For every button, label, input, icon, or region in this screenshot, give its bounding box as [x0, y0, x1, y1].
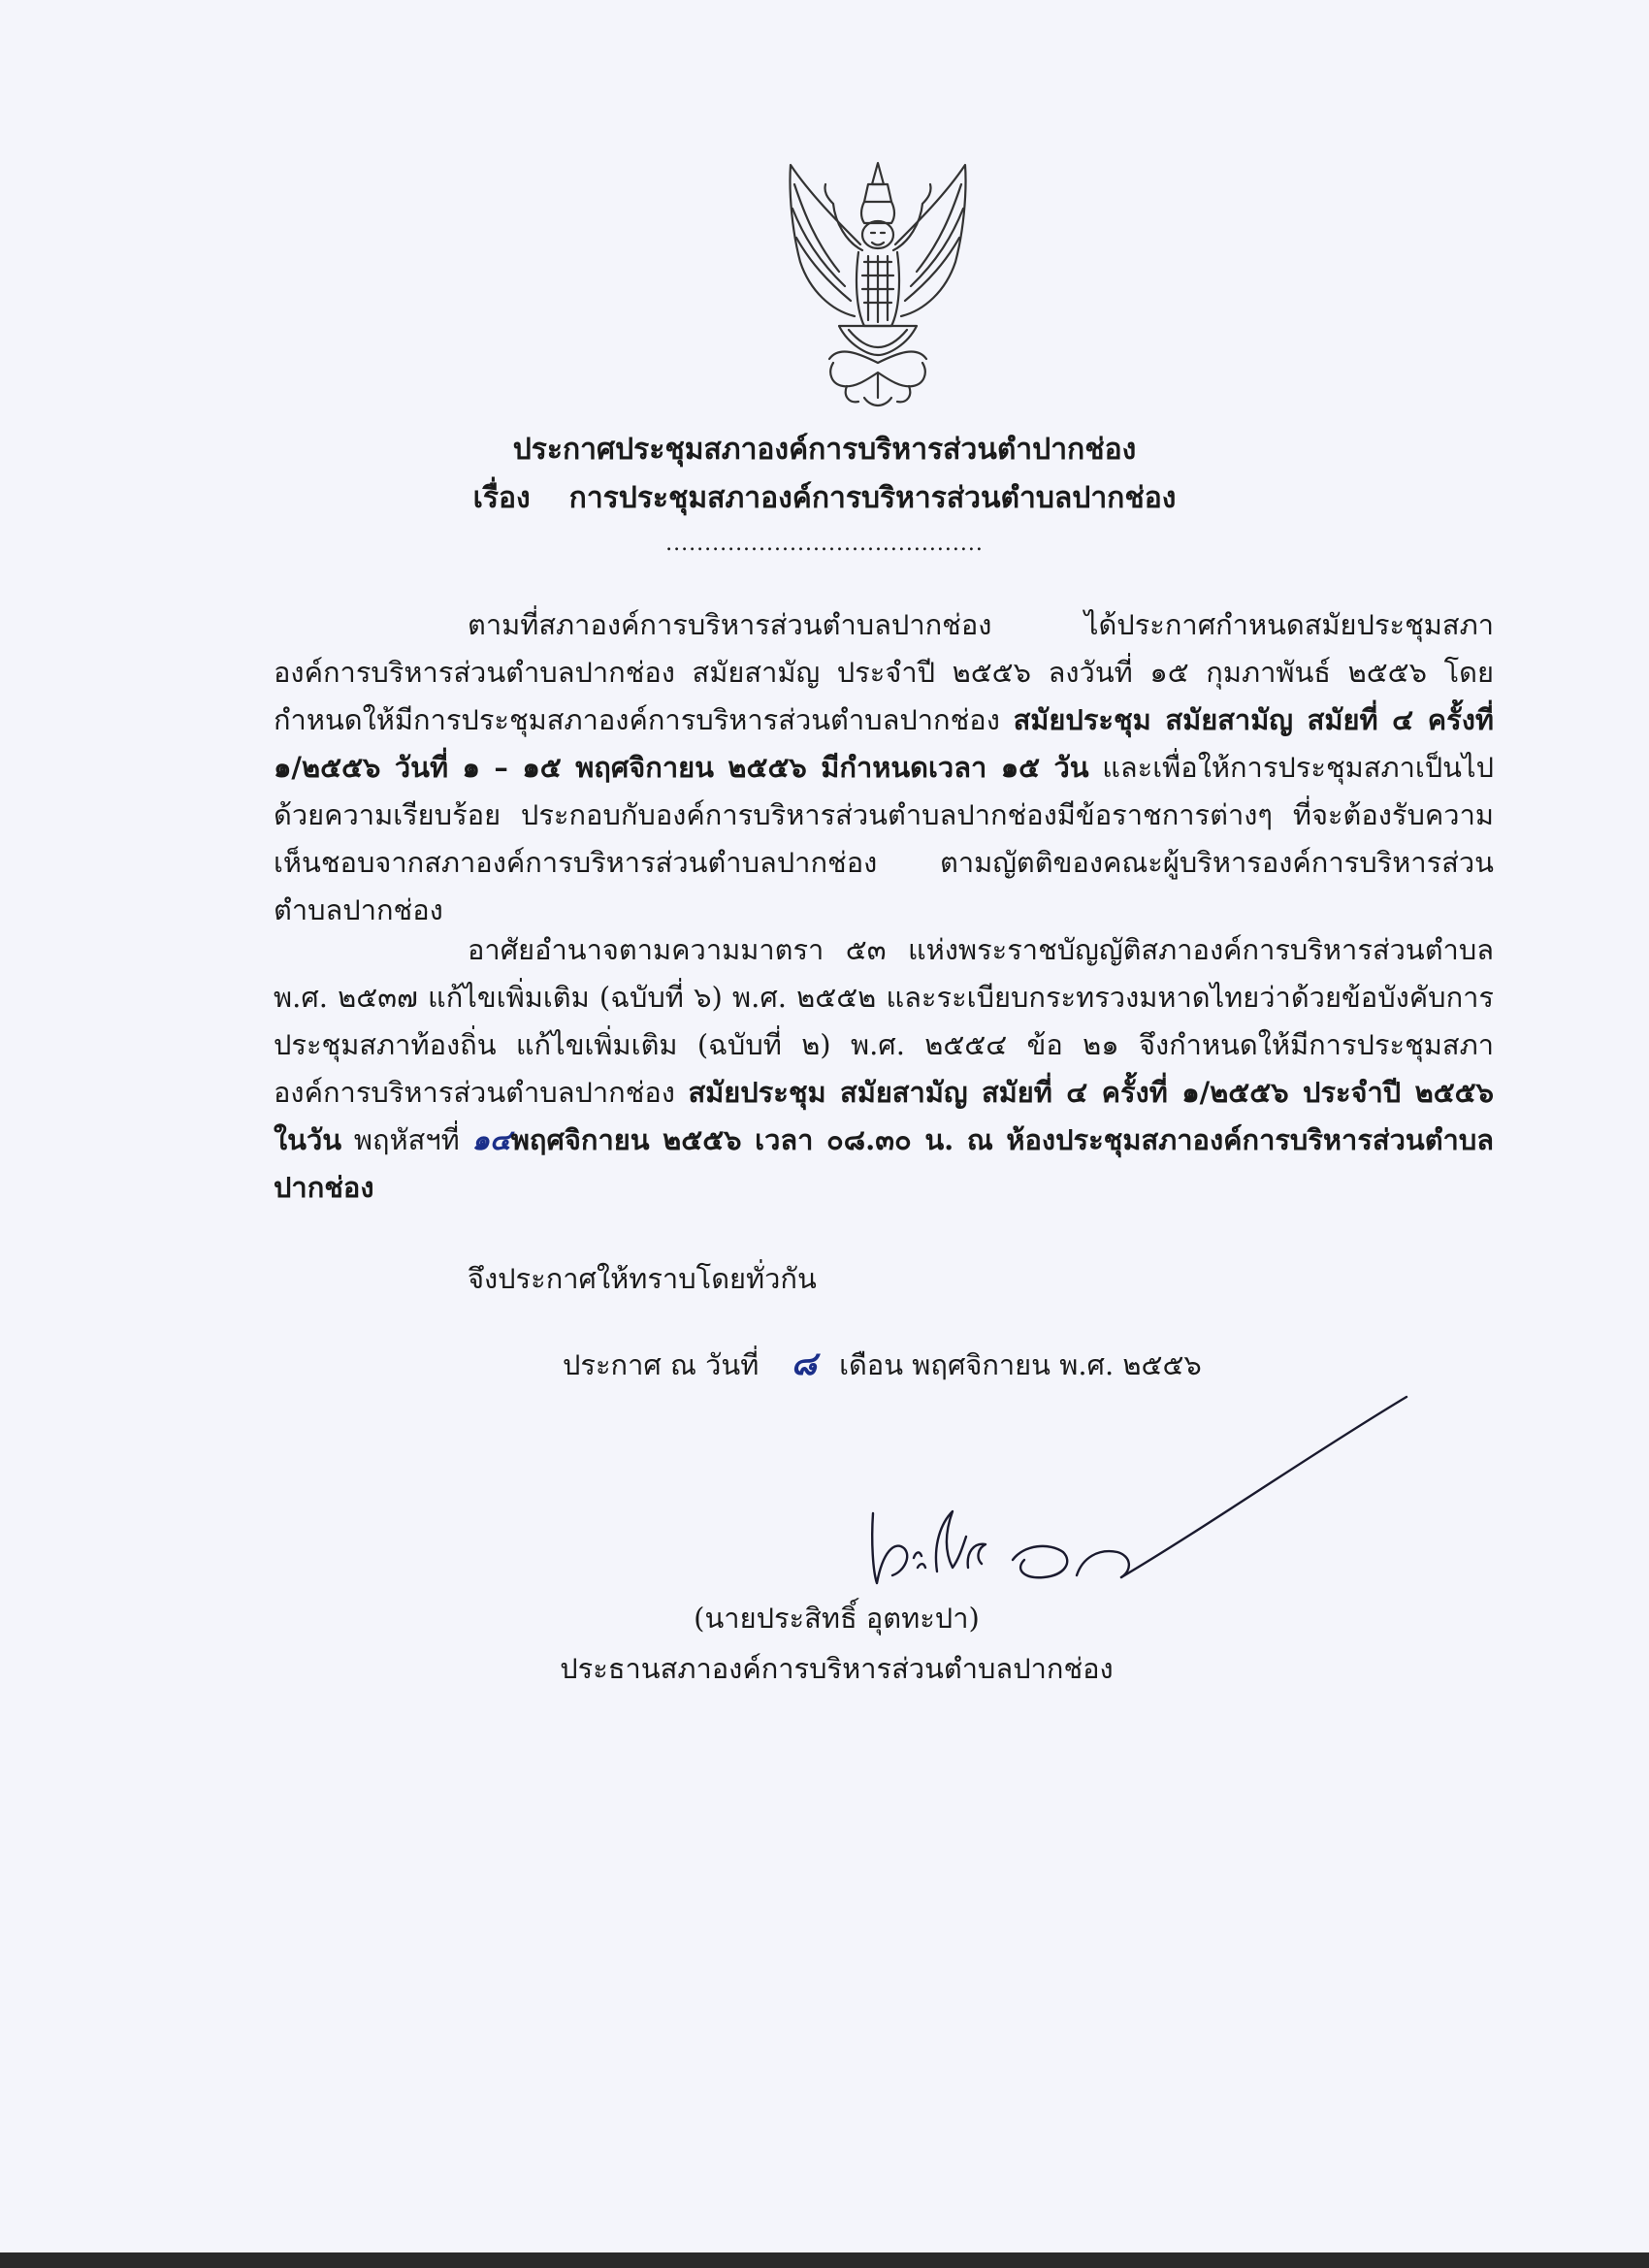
scan-bottom-edge — [0, 2252, 1649, 2268]
signatory-position — [0, 1646, 1649, 1691]
subject-label: เรื่อง — [472, 481, 531, 515]
handwritten-date-day: ๘ — [791, 1345, 817, 1383]
garuda-emblem-icon — [771, 155, 985, 407]
date-prefix: ประกาศ ณ วันที่ — [563, 1348, 760, 1381]
paragraph-1-bold: สมัยประชุม สมัยสามัญ สมัยที่ ๔ ครั้งที่ ๑/๒๕๕๖ วันที่ ๑ – ๑๕ พฤศจิกายน ๒๕๕๖ มีกำหนดเวลา ๑๕ วัน — [274, 703, 1495, 784]
paragraph-1-text-a: ตามที่สภาองค์การบริหารส่วนตำบลปากช่อง ได้ประกาศกำหนดสมัยประชุมสภาองค์การบริหารส่วนตำบลปากช่อง สมัยสามัญ ประจำปี ๒๕๕๖ ลงวันที่ ๑๕ กุมภาพันธ์ ๒๕๕๖ โดยกำหนดให้มีการประชุมสภาองค์การบริหารส่วนตำบลปากช่อง — [274, 608, 1494, 736]
paragraph-2 — [274, 926, 1494, 1212]
subject-text: การประชุมสภาองค์การบริหารส่วนตำบลปากช่อง — [568, 481, 1177, 515]
closing-statement: จึงประกาศให้ทราบโดยทั่วกัน — [468, 1262, 817, 1295]
signatory-name — [0, 1596, 1649, 1640]
title-separator: ......................................... — [665, 532, 984, 556]
signatory-name-text: (นายประสิทธิ์ อุตทะปา) — [694, 1602, 980, 1635]
handwritten-signature — [844, 1377, 1426, 1601]
paragraph-1-text-b: และเพื่อให้การประชุมสภาเป็นไปด้วยความเรียบร้อย ประกอบกับองค์การบริหารส่วนตำบลปากช่องมีข้อราชการต่างๆ ที่จะต้องรับความเห็นชอบจากสภาองค์การบริหารส่วนตำบลปากช่อง ตามญัตติของคณะผู้บริหารองค์การบริหารส่วนตำบลปากช่อง — [274, 751, 1494, 926]
date-suffix: เดือน พฤศจิกายน พ.ศ. ๒๕๕๖ — [839, 1348, 1202, 1381]
announcement-subject — [0, 475, 1649, 521]
paragraph-2-text-b: พฤหัสฯที่ — [341, 1123, 472, 1156]
signatory-position-text: ประธานสภาองค์การบริหารส่วนตำบลปากช่อง — [560, 1652, 1114, 1685]
paragraph-2-bold-b: พฤศจิกายน ๒๕๕๖ เวลา ๐๘.๓๐ น. ณ ห้องประชุมสภาองค์การบริหารส่วนตำบลปากช่อง — [274, 1123, 1494, 1204]
paragraph-2-text-a: อาศัยอำนาจตามความมาตรา ๕๓ แห่งพระราชบัญญัติสภาองค์การบริหารส่วนตำบล พ.ศ. ๒๕๓๗ แก้ไขเพิ่มเติม (ฉบับที่ ๖) พ.ศ. ๒๕๕๒ และระเบียบกระทรวงมหาดไทยว่าด้วยข้อบังคับการประชุมสภาท้องถิ่น แก้ไขเพิ่มเติม (ฉบับที่ ๒) พ.ศ. ๒๕๕๔ ข้อ ๒๑ จึงกำหนดให้มีการประชุมสภาองค์การบริหารส่วนตำบลปากช่อง — [274, 933, 1494, 1109]
paragraph-2-bold-a: สมัยประชุม สมัยสามัญ สมัยที่ ๔ ครั้งที่ ๑/๒๕๕๖ ประจำปี ๒๕๕๖ ในวัน — [274, 1076, 1494, 1156]
handwritten-day-number: ๑๔ — [471, 1123, 511, 1156]
announcement-title: ประกาศประชุมสภาองค์การบริหารส่วนตำปากช่อง — [512, 433, 1137, 467]
paragraph-1 — [274, 601, 1494, 934]
